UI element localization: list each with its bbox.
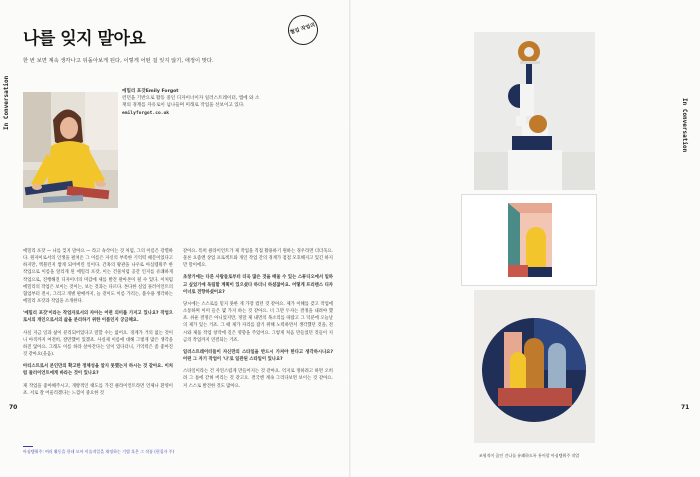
article-subtitle: 한 번 보면 계속 생각나고 뒤돌아보게 된다, 이렇게 어떤 걸 잊지 않기, 애정이 맞다. (23, 58, 214, 64)
page-fold (349, 0, 351, 477)
portrait-illustration (23, 92, 118, 208)
artwork-circle (474, 290, 595, 443)
margin-label-left: In Conversation (3, 75, 10, 130)
sculpture-illustration (474, 32, 595, 190)
page-number-left: 70 (9, 404, 18, 411)
paragraph: 에밀리 포갓 — 나를 잊지 말아요 — 라고 속삭이는 것 처럼, 그의 이름은 강렬하다. 원자이로서의 인생을 펼쳐온 그 이름은 자신의 부족한 기억력 때문이었다고 하지만, 엑블린지 쌓게 되어버린 일이다. 간혹의 왕관을 나우로 아심템워주 한 작업으로 이름을 알리게 된 에밀리 포갓, 이는 건물처럼 공간 인지를 유쾌하게 작업으로, 진행해진 디자이너의 미감에 새를 발견 팔아본이 될 수 있다. 이처럼 에밀리의 작업은 보이는 것이는, 보는 것과는 다르다. 톤다한 실업 플러이언트의 협업부터 전시, 그리고 개별 판매까지, 늘 겉이도 이름 가리는, 불수용 생각하는 에밀리 포갓과 작업을 소개한다. (23, 249, 173, 305)
artwork-room (461, 194, 597, 286)
profile-caption (122, 88, 262, 117)
artwork-sculpture (474, 32, 595, 190)
question: 일러스트레이터들이 자신만의 스타일을 반드시 가져야 한다고 생각하시나요? 어떤 그 자기 작업이 '나'로 일관된 스타일이 있나요? (183, 349, 333, 363)
question: '에밀리 포갓'이라는 작업자로서의 자아는 어떤 의미를 가지고 있나요? 작업으로서의 개인으로서의 삶을 분리하기 위한 이름인지 궁금해요. (23, 311, 173, 324)
body-column-1 (23, 248, 173, 402)
room-illustration (462, 195, 597, 286)
circle-illustration (474, 290, 595, 443)
page-number-right: 71 (681, 404, 690, 411)
paragraph: 스타일이라는 건 자연스럽게 만들어지는 것 같아요. 억지로 정하려고 하면 오히려 그 틀에 갇혀 버리는 것 같고요. 결국엔 계속 그리다보면 보이는 것 같아요. 저 스스로 발견한 것도 많아요. (183, 369, 333, 389)
stamp-badge (284, 11, 322, 49)
footnote-rule (23, 446, 33, 447)
profile-name: 에밀리 포갓Emily Forgot (122, 89, 179, 94)
paragraph: 사실 지금 일과 삶이 분리되어있다고 말할 수는 없어요. 경계가 거의 없는 것이니 아직까지 여전히, 잘만했어 있겠죠. 사실제 이름에 대해 그렇게 많은 생각을 하진 않아요. 그래도 이름 하라 살아간다는 일이 있다더니, 기억력은 좀 좋아진 것 같아요(웃음). (23, 330, 173, 358)
paragraph: 당시에는 스스로를 믿지 못한 게 가장 컸던 것 같아요. 제가 이해를 갖고 작업에 소통하며 이미 들은 몇 가지 하는 것 같아요. 너 그만 두자는 결정을 내려야 했죠. 쉬운 결정은 아니었지만, 정말 제 내면의 목소리를 따랐고 그 덕분에 오늘날의 제가 있는 거죠. 그 때 제가 자리를 잡기 위해 노력하면서 생각했던 것을, 전시와 제품 작업 창작에 깊은 영향을 주었어요. 그렇게 처음 만들었던 것들이 지금의 작업까지 연결되는 거죠. (183, 301, 333, 343)
question: 초창기에는 다른 사람들로부터 더욱 많은 것을 배울 수 있는 스튜디오에서 일하고 싶었기에 독립할 계획이 있으셨다 하더니 하셨잖아요. 어떻게 프리랜스 디자이너로 전향하셨어요? (183, 275, 333, 295)
artwork-caption: 조형적이 꿈인 건나를 유쾌하도록 통어할 아심템워주 작업 (478, 453, 580, 458)
footnote-text: 아심템워주: 여러 활동을 한데 모아 이술적일을 재정하는 기법 혹은 그 작품 (편집자 주) (23, 448, 175, 454)
body-column-2 (183, 248, 333, 395)
paragraph: 같아요. 특히 클라이언트가 제 작업을 직접 활용하기 원하는 경우라면 더더욱요. 물론 요즘엔 상업 프로젝트와 개인 작업 간의 경계가 점점 모호해지고 있긴 하지만 말이에요. (183, 249, 333, 269)
profile-bio: 런던을 기반으로 활동 중인 디자이너이자 일러스트레이터, 앱에 와 소재의 경계를 자유로이 넘나들며 미래로 작업을 선보이고 있다. (122, 96, 260, 109)
article-title: 나를 잊지 말아요 (23, 29, 146, 49)
paragraph: 제 작업을 좋아해주시고, 개방적인 태도를 가진 클라이언트라면 언제나 환영이죠. 서로 잘 어울리겠다는 느낌이 중요한 것 (23, 383, 173, 396)
portrait-photo (23, 92, 118, 208)
question: 아티스트로서 본인만의 확고한 정체성을 알지 못했는지 하시는 것 같아요. 이처럼 둘러이언트에게 바라는 것이 있나요? (23, 364, 173, 377)
profile-url[interactable]: emilyforgot.co.uk (122, 111, 170, 117)
margin-label-right: In Conversation (681, 98, 688, 153)
stamp-text: 협업 작업의 (289, 22, 317, 37)
footnote (23, 446, 223, 455)
